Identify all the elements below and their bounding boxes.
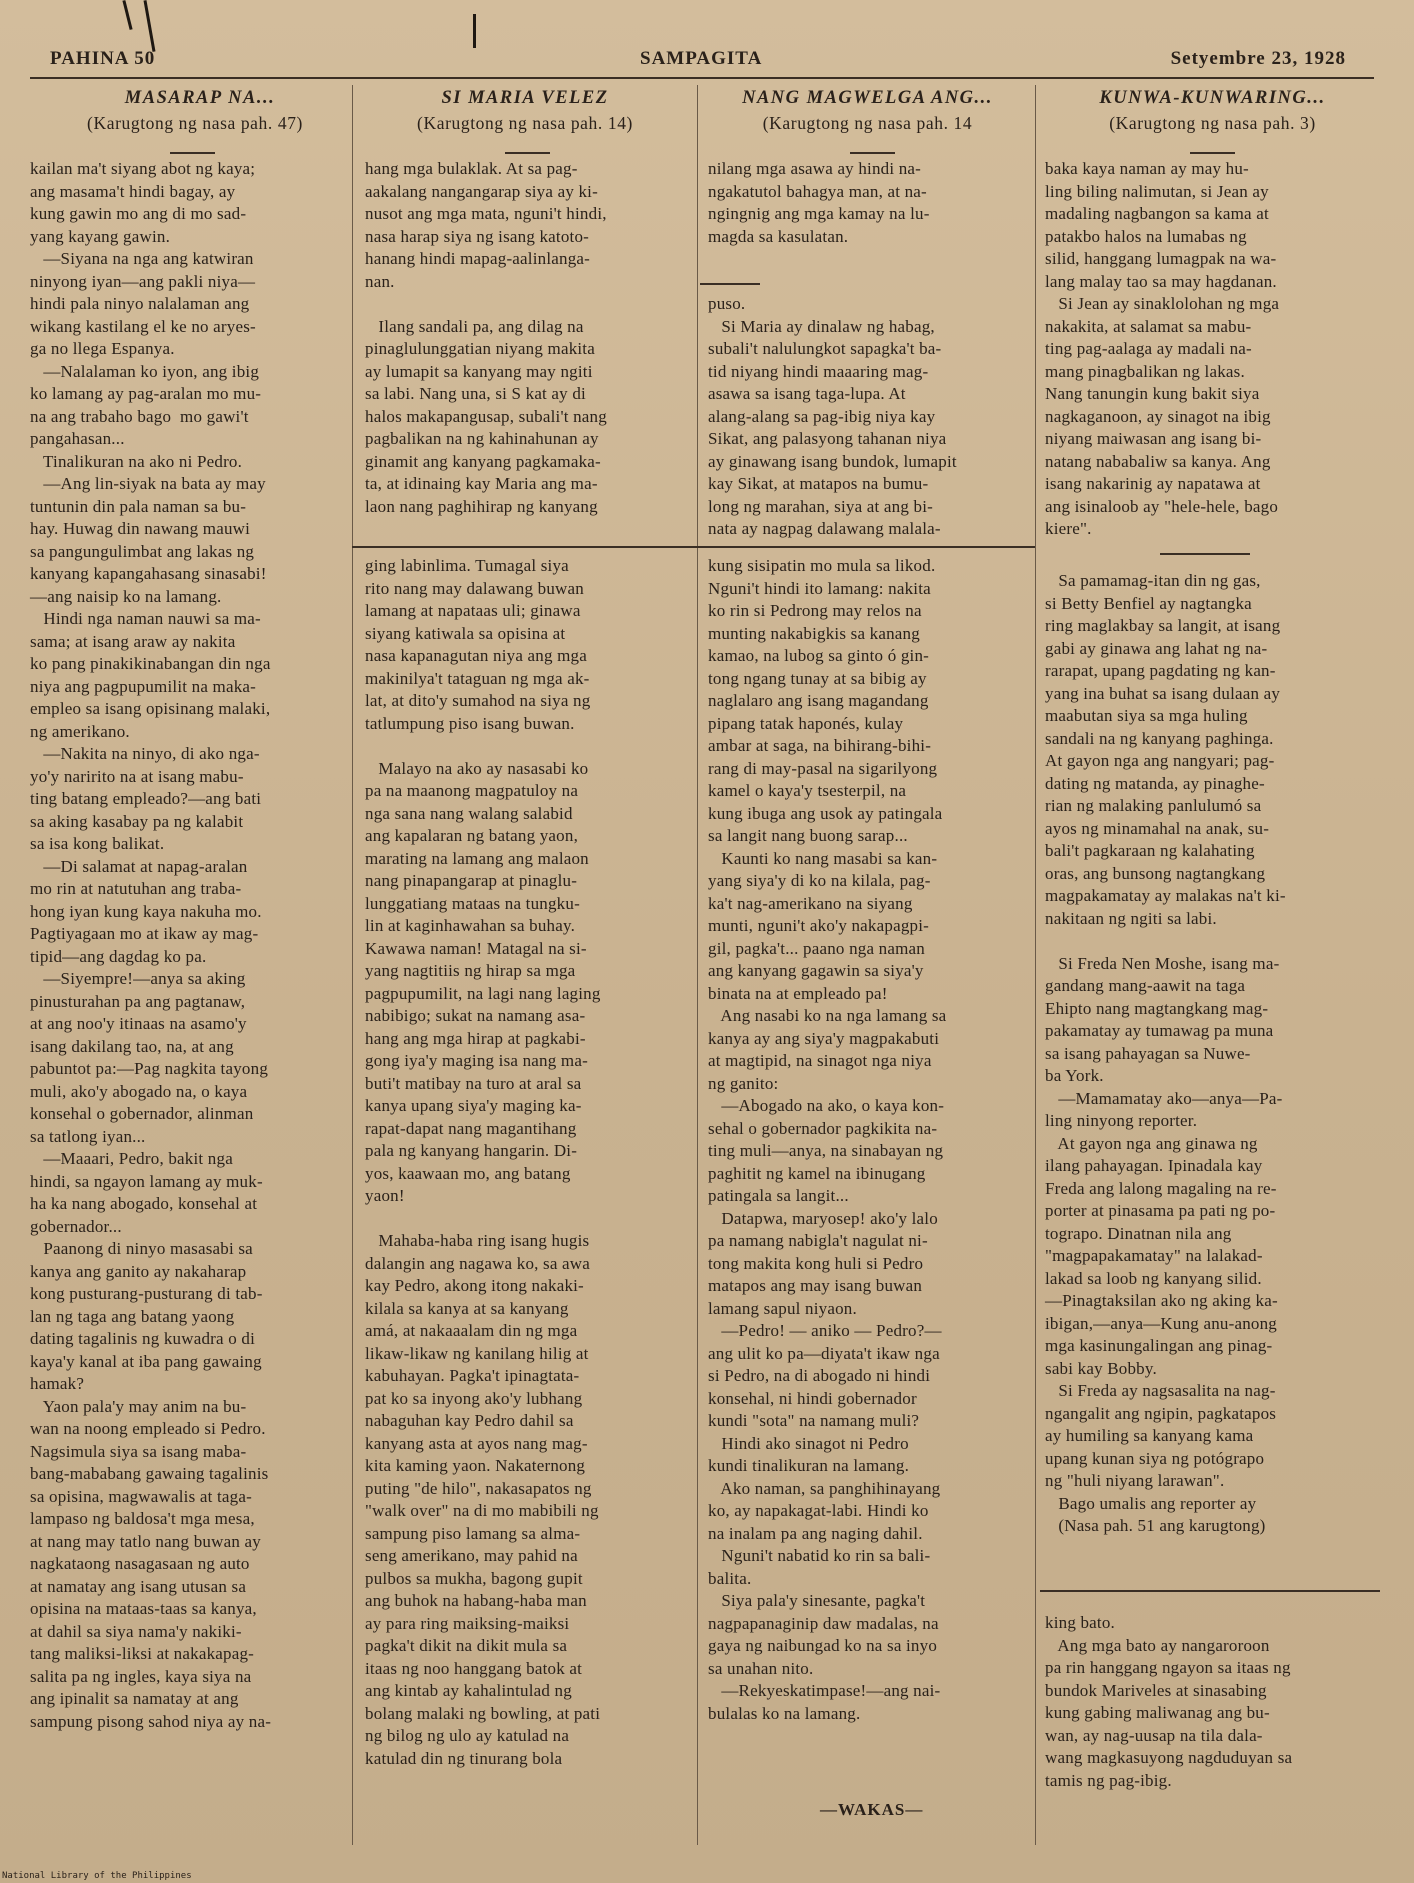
article-column-3-bottom: kung sisipatin mo mula sa likod. Nguni't hindi ito lamang: nakita ko rin si Pedrong may relos na munting nakabigkis sa kanang kamao, na lubog sa ginto ó gin- tong ngang tunay at sa bibig ay naglalaro ang isang magandang pipang tatak haponés, kulay ambar at saga, na bihirang-bihi- rang di may-pasal na sigarilyong kamel o kaya'y tsesterpil, na kung ibuga ang usok ay patingala sa langit nang buong sarap... Kaunti ko nang masabi sa kan- yang siya'y di ko na kilala, pag- ka't nag-amerikano na siyang munti, nguni't ako'y nakapagpi- gil, pagka't... paano nga naman ang kanyang gagawin sa siya'y binata na at empleado pa! Ang nasabi ko na nga lamang sa kanya ay ang siya'y magpakabuti at magtipid, na sinagot nga niya ng ganito: —Abogado na ako, o kaya kon- sehal o gobernador pagkikita na- ting muli—anya, na sinabayan ng paghitit ng kamel na ibinugang patingala sa langit... Datapwa, maryosep! ako'y lalo pa namang nabigla't nagulat ni- tong makita kong huli si Pedro matapos ang may isang buwan lamang sapul niyaon. —Pedro! — aniko — Pedro?— ang ulit ko pa—diyata't ikaw nga si Pedro, na di abogado ni hindi konsehal, ni hindi gobernador kundi "sota" na namang muli? Hindi ako sinagot ni Pedro kundi tinalikuran na lamang. Ako naman, sa panghihinayang ko, ay napakagat-labi. Hindi ko na inalam pa ang naging dahil. Nguni't nabatid ko rin sa bali- balita. Siya pala'y sinesante, pagka't nagpapanaginip daw madalas, na gaya ng naibungad ko na sa inyo sa unahan nito. —Rekyeskatimpase!—ang nai- bulalas ko na lamang. [708,556,947,1723]
column-subtitle: (Karugtong ng nasa pah. 3) [1109,113,1316,133]
column-subtitle: (Karugtong ng nasa pah. 14 [762,113,973,133]
divider [1190,152,1235,154]
article-column-1: kailan ma't siyang abot ng kaya; ang masama't hindi bagay, ay kung gawin mo ang di mo sad- yang kayang gawin. —Siyana na nga ang katwiran ninyong iyan—ang pakli niya— hindi pala ninyo nalalaman ang wikang kastilang el ke no aryes- ga no llega Espanya. —Nalalaman ko iyon, ang ibig ko lamang ay pag-aralan mo mu- na ang trabaho bago mo gawi't pangahasan... Tinalikuran na ako ni Pedro. —Ang lin-siyak na bata ay may tuntunin din pala naman sa bu- hay. Huwag din nawang mauwi sa pangungulimbat ang lakas ng kanyang kapangahasang sinasabi! —ang naisip ko na lamang. Hindi nga naman nauwi sa ma- sama; at isang araw ay nakita ko pang pinakikinabangan din nga niya ang pagpupumilit na maka- empleo sa isang opisinang malaki, ng amerikano. —Nakita na ninyo, di ako nga- yo'y naririto na at isang mabu- ting batang empleado?—ang bati sa aking kasabay pa ng kalabit sa isa kong balikat. —Di salamat at napag-aralan mo rin at natutuhan ang traba- hong iyan kung kaya nakuha mo. Pagtiyagaan mo at ikaw ay mag- tipid—ang dagdag ko pa. —Siyempre!—anya sa aking pinusturahan pa ang pagtanaw, at ang noo'y itinaas na asamo'y isang dakilang tao, na, at ang pabuntot pa:—Pag nagkita tayong muli, ako'y abogado na, o kaya konsehal o gobernador, alinman sa tatlong iyan... —Maaari, Pedro, bakit nga hindi, sa ngayon lamang ay muk- ha ka nang abogado, konsehal at gobernador... Paanong di ninyo masasabi sa kanya ang ganito ay nakaharap kong pusturang-pusturang di tab- lan ng taga ang batang yaong dating tagalinis ng kuwadra o di kaya'y kanal at iba pang gawaing hamak? Yaon pala'y may anim na bu- wan na noong empleado si Pedro. Nagsimula siya sa isang maba- bang-mababang gawaing tagalinis sa opisina, magwawalis at taga- lampaso ng baldosa't mga mesa, at nang may tatlo nang buwan ay nagkataong nasagasaan ng auto at namatay ang isang utusan sa opisina na mataas-taas sa kanya, at dahil sa siya nama'y nakiki- tang maliksi-liksi at nakakapag- salita pa ng ingles, kaya siya na ang ipinalit sa namatay at ang sampung pisong sahod niya ay na- [30,159,272,1731]
article-column-3-top: nilang mga asawa ay hindi na- ngakatutol bahagya man, at na- ngingnig ang mga kamay na lu- magda sa kasulatan. puso. Si Maria ay dinalaw ng habag, subali't nalulungkot sapagka't ba- tid niyang hindi maaaring mag- asawa sa isang taga-lupa. At alang-alang sa pag-ibig niya kay Sikat, ang palasyong tahanan niya ay ginawang isang bundok, lumapit kay Sikat, at matapos na bumu- long ng marahan, siya at ang bi- nata ay nagpag dalawang malala- [708,159,957,538]
publication-title: SAMPAGITA [640,48,763,69]
issue-date: Setyembre 23, 1928 [1170,48,1346,69]
column-title: SI MARIA VELEZ [441,88,609,108]
column-divider [1035,85,1036,1845]
footer-credit: National Library of the Philippines [2,1871,192,1881]
column-title: NANG MAGWELGA ANG... [742,88,993,108]
divider [1160,553,1250,555]
section-rule [352,546,1035,548]
header-rule [30,77,1374,79]
article-column-2-bottom: ging labinlima. Tumagal siya rito nang may dalawang buwan lamang at napataas uli; ginawa siyang katiwala sa opisina at nasa kapanagutan niya ang mga makinilya't tataguan ng mga ak- lat, at dito'y sumahod na siya ng tatlumpung piso isang buwan. Malayo na ako ay nasasabi ko pa na maanong magpatuloy na nga sana nang walang salabid ang kapalaran ng batang yaon, marating na lamang ang malaon nang pinapangarap at pinaglu- lunggatiang mataas na tungku- lin at kaginhawahan sa buhay. Kawawa naman! Matagal na si- yang nagtitiis ng hirap sa mga pagpupumilit, na lagi nang laging nabibigo; sukat na namang asa- hang ang mga hirap at pagkabi- gong iya'y maging isa nang ma- buti't matibay na turo at aral sa kanya upang siya'y maging ka- rapat-dapat nang magantihang pala ng kanyang hangarin. Di- yos, kaawaan mo, ang batang yaon! Mahaba-haba ring isang hugis dalangin ang nagawa ko, sa awa kay Pedro, akong itong nakaki- kilala sa kanya at sa kanyang amá, at nakaaalam din ng mga likaw-likaw ng kanilang hilig at kabuhayan. Pagka't ipinagtata- pat ko sa inyong ako'y lubhang nabaguhan kay Pedro dahil sa kanyang asta at ayos nang mag- kita kaming yaon. Nakaternong puting "de hilo", nakasapatos ng "walk over" na di mo mabibili ng sampung piso lamang sa alma- seng amerikano, may pahid na pulbos sa mukha, bagong gupit ang buhok na habang-haba man ay para ring maiksing-maiksi pagka't dikit na dikit mula sa itaas ng noo hanggang batok at ang kintab ay kahalintulad ng bolang malaki ng bowling, at pati ng bilog ng ulo ay katulad na katulad din ng tinurang bola [365,556,601,1768]
column-subtitle: (Karugtong ng nasa pah. 14) [417,113,633,133]
column-subtitle: (Karugtong ng nasa pah. 47) [87,113,303,133]
column-divider [352,85,353,1845]
divider [850,152,895,154]
divider [505,152,550,154]
ink-mark [144,0,156,52]
column-title: KUNWA-KUNWARING... [1099,88,1326,108]
column-title: MASARAP NA... [124,88,276,108]
end-marker: —WAKAS— [820,1800,924,1819]
article-column-4-top: baka kaya naman ay may hu- ling biling nalimutan, si Jean ay madaling nagbangon sa kama at patakbo halos na lumabas ng silid, hanggang lumagpak na wa- lang malay tao sa may hagdanan. Si Jean ay sinaklolohan ng mga nakakita, at salamat sa mabu- ting pag-aalaga ay madali na- mang pinagbalikan ng lakas. Nang tanungin kung bakit siya nagkaganoon, ay sinagot na ibig niyang maiwasan ang isang bi- natang nababaliw sa kanya. Ang isang nakarinig ay napatawa at ang isinaloob ay "hele-hele, bago kiere". [1045,159,1280,538]
column-divider [697,85,698,1845]
article-column-2-top: hang mga bulaklak. At sa pag- aakalang nangangarap siya ay ki- nusot ang mga mata, nguni't hindi, nasa harap siya ng isang katoto- hanang hindi mapag-aalinlanga- nan. Ilang sandali pa, ang dilag na pinaglulunggatian niyang makita ay lumapit sa kanyang may ngiti sa labi. Nang una, si S kat ay di halos makapangusap, subali't nang pagbalikan na ng kahinahunan ay ginamit ang kanyang pagkamaka- ta, at idinaing kay Maria ang ma- laon nang paghihirap ng kanyang [365,159,607,516]
ink-mark [473,14,476,48]
page-number: PAHINA 50 [50,48,156,69]
article-column-4-bottom: king bato. Ang mga bato ay nangaroroon pa rin hanggang ngayon sa itaas ng bundok Mariveles at sinasabing kung gabing maliwanag ang bu- wan, ay nag-uusap na tila dala- wang magkasuyong nagduduyan sa tamis ng pag-ibig. [1045,1613,1293,1790]
article-column-4-middle: Sa pamamag-itan din ng gas, si Betty Benfiel ay nagtangka ring maglakbay sa langit, at isang gabi ay ginawa ang lahat ng na- rarapat, upang pagdating ng kan- yang ina buhat sa isang dulaan ay maabutan siya sa mga huling sandali na ng kanyang paghinga. At gayon nga ang nangyari; pag- dating ng matanda, ay pinaghe- rian ng malaking panlulumó sa ayos ng minamahal na anak, su- bali't pagkaraan ng kalahating oras, ang bunsong nagtangkang magpakamatay ay malakas na't ki- nakitaan ng ngiti sa labi. Si Freda Nen Moshe, isang ma- gandang mang-aawit na taga Ehipto nang magtangkang mag- pakamatay ay tumawag pa muna sa isang pahayagan sa Nuwe- ba York. —Mamamatay ako—anya—Pa- ling ninyong reporter. At gayon nga ang ginawa ng ilang pahayagan. Ipinadala kay Freda ang lalong magaling na re- porter at pinasama pa pati ng po- tograpo. Dinatnan nila ang "magpapakamatay" na lalakad- lakad sa loob ng kanyang silid. —Pinagtaksilan ako ng aking ka- ibigan,—anya—Kung anu-anong mga kasinungalingan ang pinag- sabi kay Bobby. Si Freda ay nagsasalita na nag- ngangalit ang ngipin, pagkatapos ay humiling sa kanyang kama upang kunan siya ng potógrapo ng "huli niyang larawan". Bago umalis ang reporter ay (Nasa pah. 51 ang karugtong) [1045,571,1286,1535]
divider [170,152,215,154]
ink-mark [122,0,132,30]
section-rule [1040,1590,1380,1592]
